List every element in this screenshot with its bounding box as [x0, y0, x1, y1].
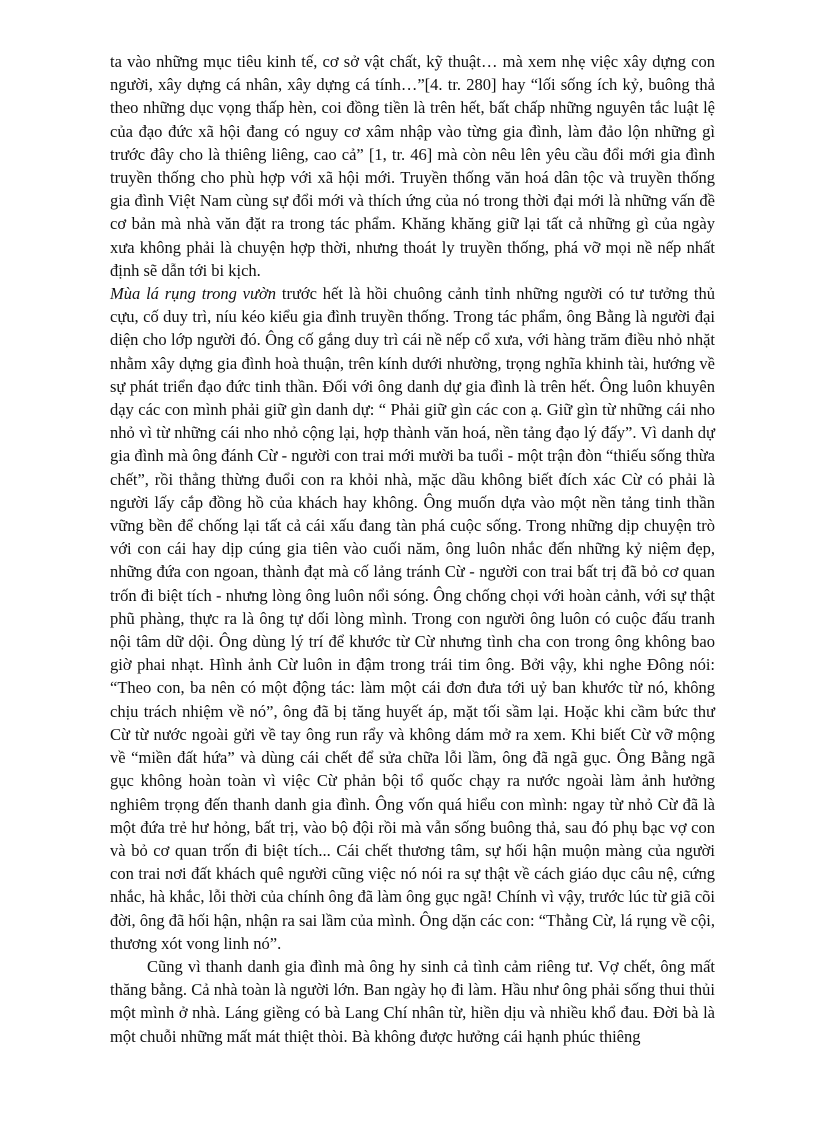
- paragraph-1-text: ta vào những mục tiêu kinh tế, cơ sở vật chất, kỹ thuật… mà xem nhẹ việc xây dựng con người, xây dựng cá nhân, xây dựng cá tính…”[4. tr. 280] hay “lối sống ích kỷ, buông thả theo những dục vọng thấp hèn, coi đồng tiền là trên hết, bất chấp những nguyên tắc luật lệ của đạo đức xã hội đang có nguy cơ xâm nhập vào từng gia đình, làm đảo lộn những gì trước đây cho là thiêng liêng, cao cả” [1, tr. 46] mà còn nêu lên yêu cầu đổi mới gia đình truyền thống cho phù hợp với xã hội mới. Truyền thống văn hoá dân tộc và truyền thống gia đình Việt Nam cùng sự đổi mới và thích ứng của nó trong thời đại mới là những vấn đề cơ bản mà nhà văn đặt ra trong tác phẩm. Khăng khăng giữ lại tất cả những gì của ngày xưa không phải là chuyện hợp thời, nhưng thoát ly truyền thống, phá vỡ mọi nề nếp nhất định sẽ dẫn tới bi kịch.: [110, 52, 715, 280]
- paragraph-1: [110, 50, 715, 282]
- document-page: [110, 50, 715, 1048]
- book-title: Mùa lá rụng trong vườn: [110, 284, 277, 304]
- paragraph-3-text: Cũng vì thanh danh gia đình mà ông hy sinh cả tình cảm riêng tư. Vợ chết, ông mất thăng bằng. Cả nhà toàn là người lớn. Ban ngày họ đi làm. Hầu như ông phải sống thui thủi một mình ở nhà. Láng giềng có bà Lang Chí nhân từ, hiền dịu và nhiều khổ đau. Đời bà là một chuỗi những mất mát thiệt thòi. Bà không được hưởng cái hạnh phúc thiêng: [110, 956, 715, 1046]
- paragraph-3: [110, 955, 715, 1048]
- paragraph-2-text: trước hết là hồi chuông cảnh tỉnh những người có tư tưởng thủ cựu, cố duy trì, níu kéo kiểu gia đình truyền thống. Trong tác phẩm, ông Bằng là người đại diện cho lớp người đó. Ông cố gắng duy trì cái nề nếp cổ xưa, với hàng trăm điều nhỏ nhặt nhằm xây dựng gia đình hoà thuận, trên kính dưới nhường, trọng nghĩa khinh tài, hướng về sự phát triển đạo đức tinh thần. Đối với ông danh dự gia đình là trên hết. Ông luôn khuyên dạy các con mình phải giữ gìn danh dự: “ Phải giữ gìn các con ạ. Giữ gìn từ những cái nho nhỏ vì từ những cái nho nhỏ cộng lại, hợp thành văn hoá, nền tảng đạo lý đấy”. Vì danh dự gia đình mà ông đánh Cừ - người con trai mới mười ba tuổi - một trận đòn “thiếu sống thừa chết”, rồi thẳng thừng đuổi con ra khỏi nhà, mặc dầu không biết đích xác Cừ có phải là người lấy cắp đồng hồ của khách hay không. Ông muốn dựa vào một nền tảng tinh thần vững bền để chống lại tất cả cái xấu đang tàn phá cuộc sống. Trong những dịp chuyện trò với con cái hay dịp cúng gia tiên vào cuối năm, ông luôn nhắc đến những kỷ niệm đẹp, những đứa con ngoan, thành đạt mà cố lảng tránh Cừ - người con trai bất trị đã bỏ cơ quan trốn đi biệt tích - nhưng lòng ông luôn nổi sóng. Ông chống chọi với hoàn cảnh, với sự thật phũ phàng, thực ra là ông tự dối lòng mình. Trong con người ông luôn có cuộc đấu tranh nội tâm dữ dội. Ông dùng lý trí để khước từ Cừ nhưng tình cha con trong ông không bao giờ phai nhạt. Hình ảnh Cừ luôn in đậm trong trái tim ông. Bởi vậy, khi nghe Đông nói: “Theo con, ba nên có một động tác: làm một cái đơn đưa tới uỷ ban khước từ nó, không chịu trách nhiệm về nó”, ông đã bị tăng huyết áp, mặt tối sầm lại. Hoặc khi cầm bức thư Cừ từ nước ngoài gửi về tay ông run rẩy và không dám mở ra xem. Khi biết Cừ vỡ mộng về “miền đất hứa” và dùng cái chết để sửa chữa lỗi lầm, ông đã ngã gục. Ông Bằng ngã gục không hoàn toàn vì việc Cừ phản bội tổ quốc chạy ra nước ngoài làm ảnh hưởng nghiêm trọng đến thanh danh gia đình. Ông vốn quá hiểu con mình: ngay từ nhỏ Cừ đã là một đứa trẻ hư hỏng, bất trị, vào bộ đội rồi mà vẫn sống buông thả, sau đó phụ bạc vợ con và bỏ cơ quan trốn đi biệt tích... Cái chết thương tâm, sự hối hận muộn màng của người con trai nơi đất khách quê người cũng việc nó nói ra sự thật về cách giáo dục câu nệ, cứng nhắc, hà khắc, lỗi thời của chính ông đã làm ông gục ngã! Chính vì vậy, trước lúc từ giã cõi đời, ông đã hối hận, nhận ra sai lầm của mình. Ông dặn các con: “Thằng Cừ, lá rụng về cội, thương xót vong linh nó”.: [110, 284, 715, 953]
- paragraph-2: [110, 282, 715, 955]
